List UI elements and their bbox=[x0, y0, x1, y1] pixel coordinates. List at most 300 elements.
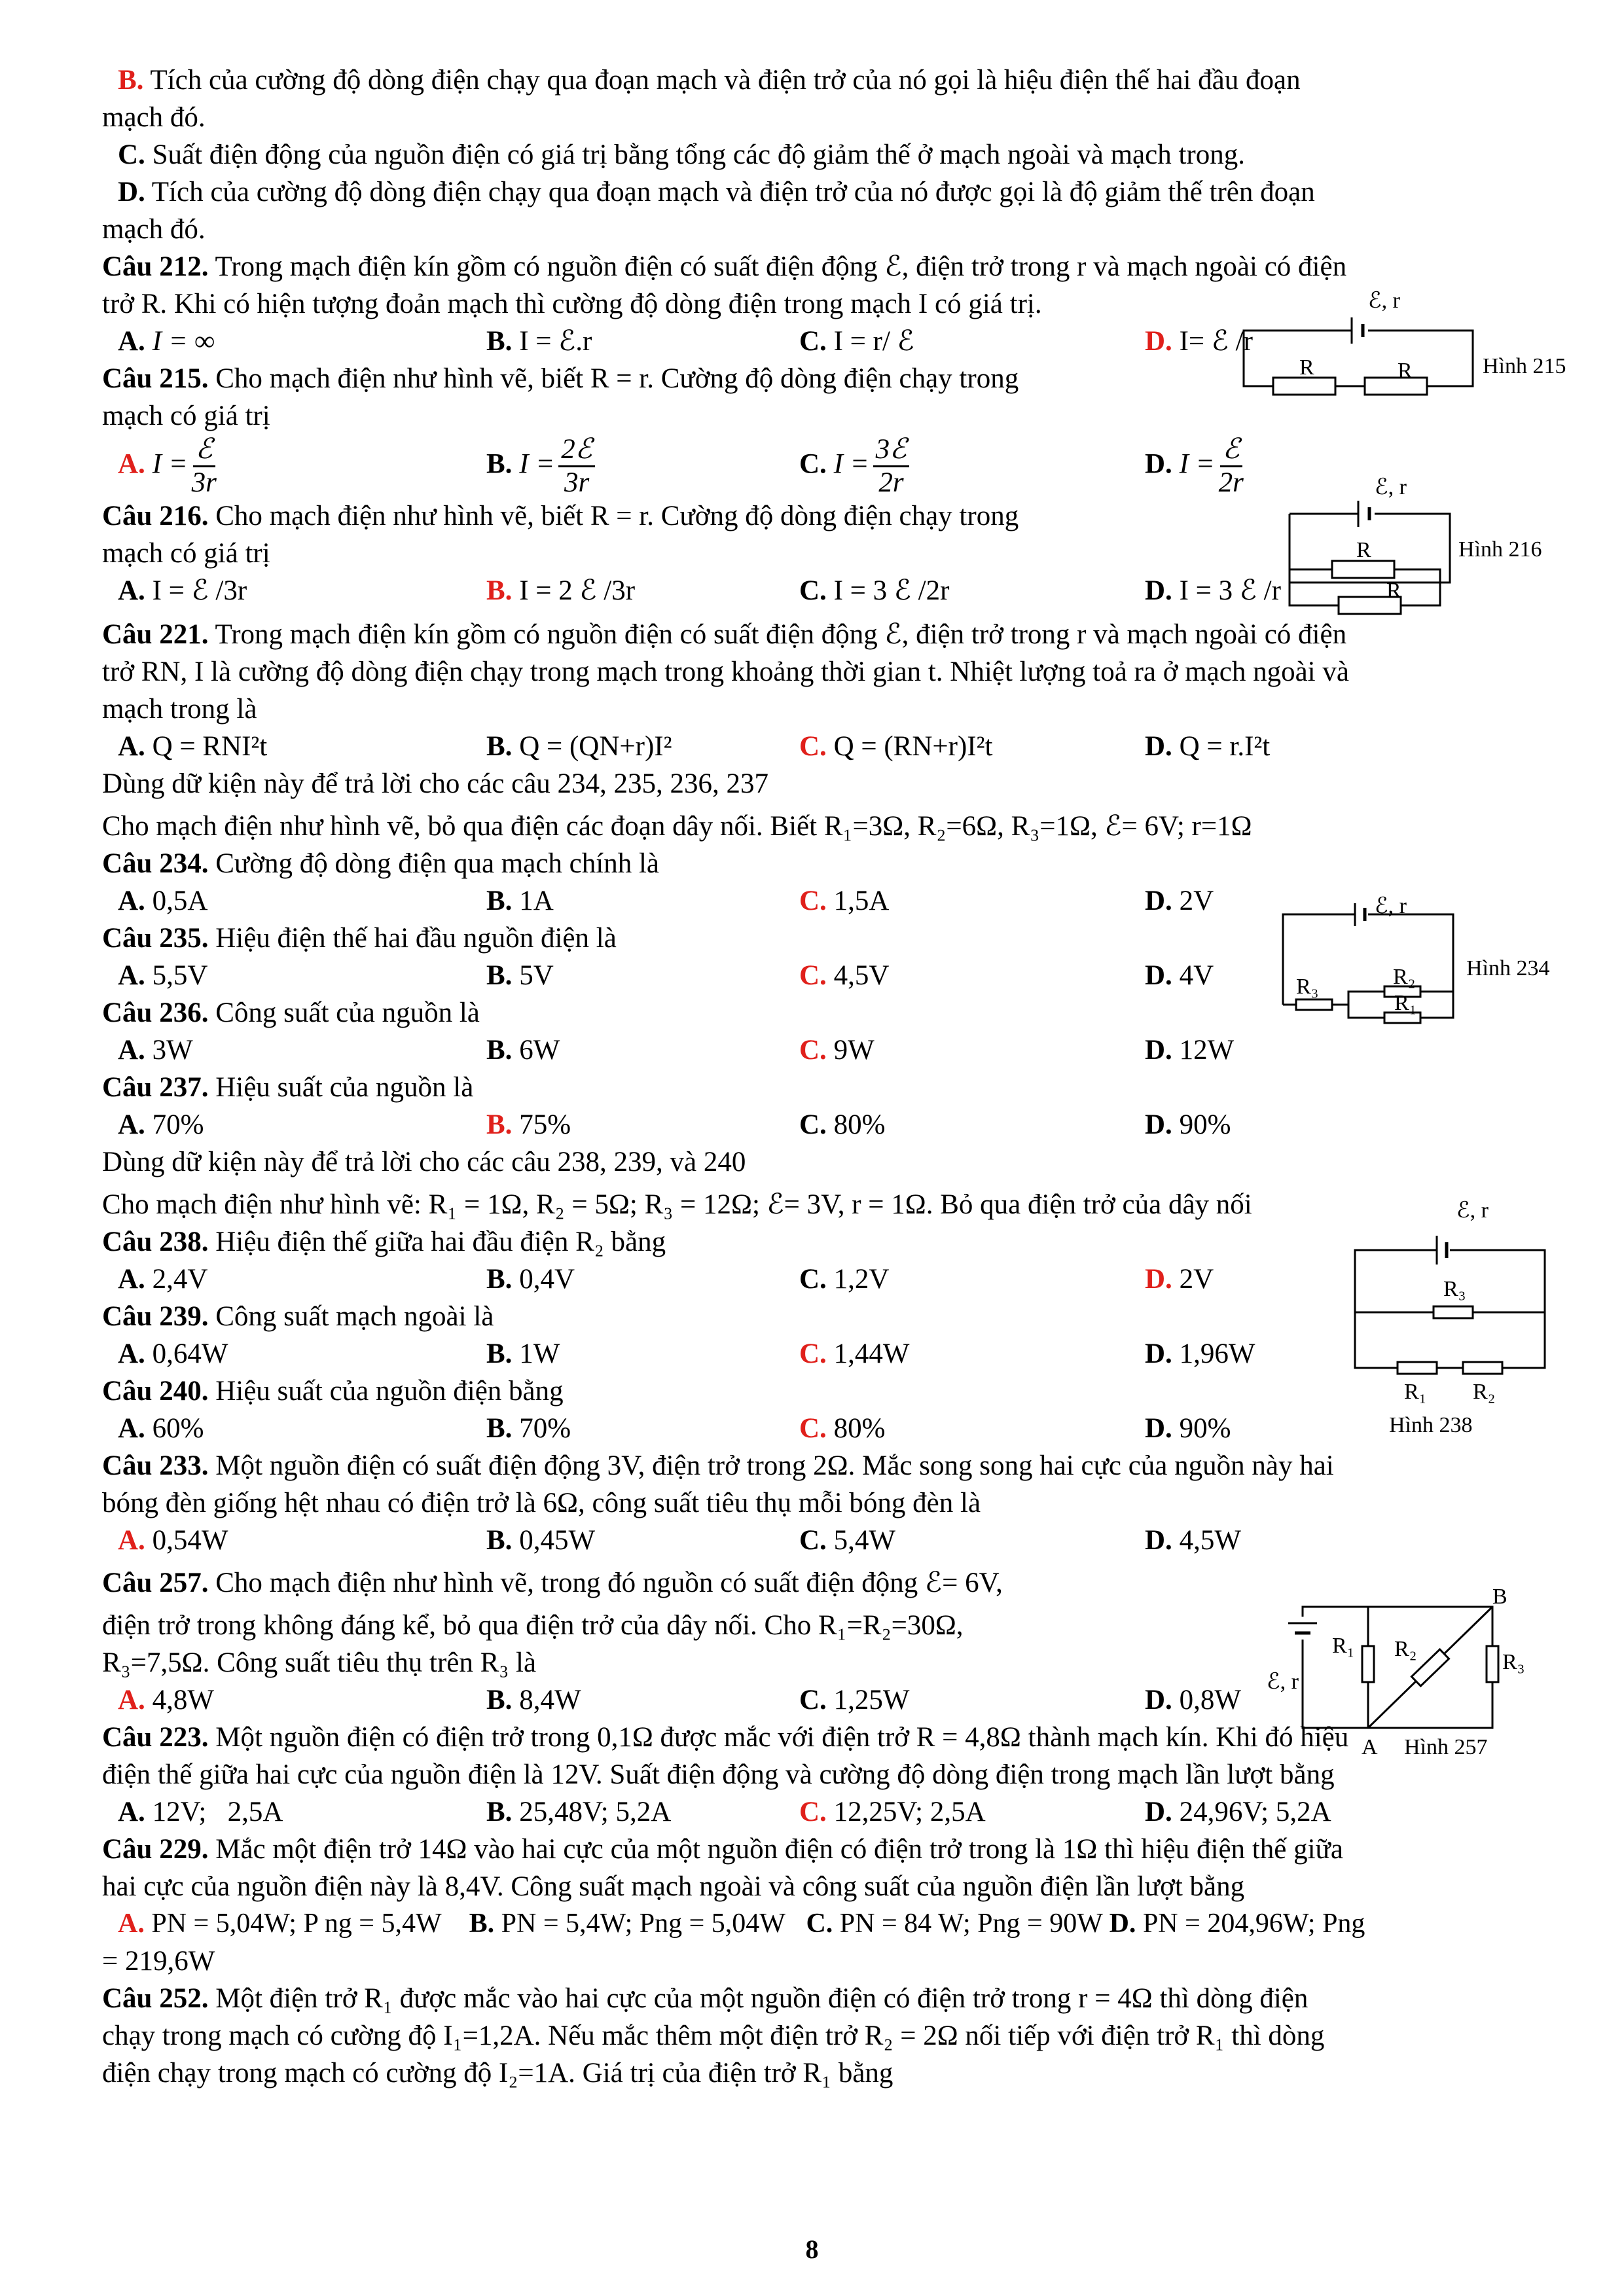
option-label: A. bbox=[118, 1797, 145, 1827]
option-label: D. bbox=[1145, 326, 1172, 357]
option-label: C. bbox=[799, 1525, 827, 1556]
option-label: C. bbox=[799, 1797, 827, 1827]
option-label: D. bbox=[1145, 1109, 1172, 1140]
option-label: D. bbox=[1145, 1035, 1172, 1066]
question-text-line bbox=[102, 691, 1562, 728]
wire bbox=[1244, 331, 1352, 340]
option-value: I = ℰ.r bbox=[512, 326, 592, 357]
page-number: 8 bbox=[805, 2234, 819, 2264]
question-257 bbox=[102, 1564, 1562, 1602]
question-number: Câu 233. bbox=[102, 1450, 209, 1481]
question-text: Cho mạch điện như hình vẽ, biết R = r. Cường độ dòng điện chạy trong bbox=[208, 363, 1019, 394]
source-label: ℰ, r bbox=[1456, 1198, 1489, 1223]
option-b bbox=[486, 1335, 799, 1372]
option-c bbox=[799, 434, 1145, 499]
option-value: 60% bbox=[145, 1413, 204, 1444]
option-label: A. bbox=[118, 1338, 145, 1369]
source-label: ℰ, r bbox=[1375, 894, 1407, 918]
resistor-r2 bbox=[1463, 1362, 1502, 1374]
fraction bbox=[192, 434, 217, 499]
option-value: 2V bbox=[1172, 1264, 1214, 1295]
question-text: điện chạy trong mạch có cường độ I₂=1A. Giá trị của điện trở R₁ bằng bbox=[102, 2058, 893, 2089]
question-number: Câu 237. bbox=[102, 1072, 209, 1103]
option-label: D. bbox=[1145, 1264, 1172, 1295]
option-label: C. bbox=[799, 1264, 827, 1295]
option-value: 12W bbox=[1172, 1035, 1235, 1066]
wire bbox=[1303, 1607, 1492, 1728]
option-c bbox=[799, 1681, 1145, 1719]
option-c bbox=[799, 1522, 1145, 1559]
source-label: ℰ, r bbox=[1267, 1670, 1299, 1694]
option-label: B. bbox=[118, 65, 144, 96]
intro-text: Dùng dữ kiện này để trả lời cho các câu 238, 239, và 240 bbox=[102, 1147, 746, 1177]
numerator: ℰ bbox=[193, 434, 215, 467]
denominator: 2r bbox=[1218, 467, 1244, 498]
option-d bbox=[1145, 882, 1214, 920]
option-value: 0,8W bbox=[1172, 1685, 1241, 1715]
option-c bbox=[799, 1106, 1145, 1143]
option-label: A. bbox=[118, 1109, 145, 1140]
numerator: 2ℰ bbox=[558, 434, 595, 467]
question-229 bbox=[102, 1831, 1562, 1868]
option-b bbox=[486, 434, 799, 499]
option-b bbox=[486, 957, 799, 994]
option-b bbox=[486, 1522, 799, 1559]
option-label: B. bbox=[486, 326, 513, 357]
question-text: R₃=7,5Ω. Công suất tiêu thụ trên R₃ là bbox=[102, 1647, 537, 1678]
option-value: 1W bbox=[512, 1338, 560, 1369]
option-label: C. bbox=[799, 960, 827, 991]
wire bbox=[1283, 914, 1355, 1005]
node-label: B bbox=[1492, 1585, 1507, 1609]
resistor-label: R bbox=[1299, 355, 1314, 380]
option-a bbox=[118, 882, 486, 920]
question-text: trở R. Khi có hiện tượng đoản mạch thì cường độ dòng điện trong mạch I có giá trị. bbox=[102, 289, 1042, 319]
fraction bbox=[1219, 434, 1244, 499]
option-a bbox=[118, 1909, 442, 1939]
option-d bbox=[1145, 1106, 1231, 1143]
option-c bbox=[799, 1793, 1145, 1831]
option-value: 4,8W bbox=[145, 1685, 214, 1715]
option-value: 70% bbox=[512, 1413, 571, 1444]
option-c bbox=[799, 1261, 1145, 1298]
resistor-r1 bbox=[1398, 1362, 1437, 1374]
source-label: ℰ, r bbox=[1375, 475, 1407, 499]
option-c bbox=[799, 728, 1145, 765]
option-value: 6W bbox=[512, 1035, 560, 1066]
option-label: D. bbox=[1145, 575, 1172, 606]
option-value: 80% bbox=[826, 1109, 886, 1140]
option-b bbox=[486, 1031, 799, 1069]
option-value: 1,5A bbox=[826, 886, 890, 916]
option-d bbox=[1145, 1261, 1214, 1298]
formula-lhs: I = bbox=[152, 448, 188, 479]
option-value: I = 2 ℰ /3r bbox=[512, 575, 636, 606]
option-b bbox=[486, 323, 799, 360]
option-value: I = ∞ bbox=[152, 326, 215, 357]
option-label: B. bbox=[486, 1525, 513, 1556]
option-d bbox=[1145, 572, 1281, 609]
option-value: PN = 5,4W; Png = 5,04W bbox=[494, 1909, 785, 1939]
fraction bbox=[873, 434, 910, 499]
circuit-wires bbox=[1244, 317, 1473, 386]
option-value: 1,44W bbox=[826, 1338, 910, 1369]
question-number: Câu 234. bbox=[102, 848, 209, 879]
option-value: I = r/ ℰ bbox=[826, 326, 914, 357]
option-line bbox=[102, 99, 1562, 136]
option-text: Tích của cường độ dòng điện chạy qua đoạn mạch và điện trở của nó gọi là hiệu điện thế hai đầu đoạn bbox=[143, 65, 1301, 96]
option-b bbox=[486, 1793, 799, 1831]
resistor-label: R₂ bbox=[1393, 965, 1416, 989]
question-212 bbox=[102, 248, 1562, 285]
option-d bbox=[1145, 1681, 1241, 1719]
resistor-label: R₃ bbox=[1502, 1650, 1525, 1674]
question-text: chạy trong mạch có cường độ I₁=1,2A. Nếu mắc thêm một điện trở R₂ = 2Ω nối tiếp với điện trở R₁ thì dòng bbox=[102, 2020, 1325, 2051]
denominator: 2r bbox=[878, 467, 904, 498]
option-label: D. bbox=[1145, 960, 1172, 991]
circuit-wires bbox=[1288, 1607, 1492, 1728]
question-number: Câu 229. bbox=[102, 1834, 209, 1865]
option-a bbox=[118, 1031, 486, 1069]
option-value: 9W bbox=[826, 1035, 875, 1066]
numerator: ℰ bbox=[1220, 434, 1242, 467]
question-number: Câu 223. bbox=[102, 1722, 209, 1753]
option-label: B. bbox=[486, 575, 513, 606]
option-d bbox=[1145, 728, 1270, 765]
option-label: A. bbox=[118, 960, 145, 991]
option-label: D. bbox=[1145, 731, 1172, 762]
question-text: Hiệu điện thế hai đầu nguồn điện là bbox=[208, 923, 617, 954]
option-value: 4,5V bbox=[826, 960, 890, 991]
option-label: D. bbox=[1145, 448, 1172, 479]
question-text: Cho mạch điện như hình vẽ, biết R = r. Cường độ dòng điện chạy trong bbox=[208, 501, 1019, 531]
option-value: 2V bbox=[1172, 886, 1214, 916]
option-value: 5V bbox=[512, 960, 554, 991]
option-label: A. bbox=[118, 326, 145, 357]
option-label: B. bbox=[469, 1909, 495, 1939]
option-value: PN = 204,96W; Png bbox=[1136, 1909, 1365, 1939]
option-label: C. bbox=[799, 326, 827, 357]
question-number: Câu 215. bbox=[102, 363, 209, 394]
option-label: C. bbox=[799, 731, 827, 762]
formula-lhs: I = bbox=[833, 448, 869, 479]
option-value: I = 3 ℰ /2r bbox=[826, 575, 950, 606]
option-c bbox=[799, 1410, 1145, 1447]
question-number: Câu 240. bbox=[102, 1376, 209, 1407]
option-a bbox=[118, 572, 486, 609]
intro-text: Dùng dữ kiện này để trả lời cho các câu 234, 235, 236, 237 bbox=[102, 768, 769, 799]
option-line bbox=[102, 62, 1562, 99]
option-a bbox=[118, 1106, 486, 1143]
option-label: B. bbox=[486, 1035, 513, 1066]
option-value: 1A bbox=[512, 886, 554, 916]
resistor-label: R₃ bbox=[1443, 1277, 1466, 1301]
question-number: Câu 216. bbox=[102, 501, 209, 531]
question-text: Một nguồn điện có điện trở trong 0,1Ω được mắc với điện trở R = 4,8Ω thành mạch kín. Khi đó hiệu bbox=[208, 1722, 1349, 1753]
option-value: 5,5V bbox=[145, 960, 208, 991]
option-label: B. bbox=[486, 1685, 513, 1715]
option-value: 0,5A bbox=[145, 886, 208, 916]
denominator: 3r bbox=[191, 467, 217, 498]
question-text: Một nguồn điện có suất điện động 3V, điện trở trong 2Ω. Mắc song song hai cực của nguồn này hai bbox=[208, 1450, 1334, 1481]
resistor-label: R₂ bbox=[1473, 1380, 1496, 1404]
circuit-diagram-238 bbox=[1342, 1191, 1591, 1453]
question-number: Câu 236. bbox=[102, 997, 209, 1028]
option-value: 1,2V bbox=[826, 1264, 890, 1295]
option-label: A. bbox=[118, 1264, 145, 1295]
option-label: D. bbox=[1145, 1338, 1172, 1369]
option-label: C. bbox=[799, 1338, 827, 1369]
option-value: 4V bbox=[1172, 960, 1214, 991]
option-value: 1,25W bbox=[826, 1685, 910, 1715]
resistor-label: R₁ bbox=[1332, 1634, 1355, 1658]
question-text-line bbox=[102, 1756, 1562, 1793]
question-252 bbox=[102, 1980, 1562, 2017]
option-label: C. bbox=[799, 886, 827, 916]
answer-options bbox=[102, 728, 1562, 765]
option-label: A. bbox=[118, 1525, 145, 1556]
option-line bbox=[102, 211, 1562, 248]
option-d bbox=[1145, 1522, 1241, 1559]
question-text: mạch có giá trị bbox=[102, 401, 270, 431]
question-number: Câu 235. bbox=[102, 923, 209, 954]
resistor-label: R bbox=[1386, 579, 1401, 603]
option-value: 8,4W bbox=[512, 1685, 581, 1715]
figure-caption: Hình 238 bbox=[1389, 1413, 1473, 1437]
option-label: D. bbox=[1109, 1909, 1136, 1939]
option-b bbox=[486, 1410, 799, 1447]
figure-caption: Hình 216 bbox=[1458, 537, 1542, 562]
option-label: A. bbox=[118, 1035, 145, 1066]
option-label: D. bbox=[1145, 1685, 1172, 1715]
option-c bbox=[799, 957, 1145, 994]
option-d bbox=[1145, 434, 1248, 499]
option-text: mạch đó. bbox=[102, 102, 206, 133]
circuit-diagram-257 bbox=[1237, 1585, 1551, 1761]
option-d bbox=[1145, 1335, 1255, 1372]
circuit-wires bbox=[1355, 1236, 1545, 1368]
option-label: B. bbox=[486, 1264, 513, 1295]
resistor-r2 bbox=[1411, 1649, 1449, 1686]
option-label: B. bbox=[486, 1797, 513, 1827]
formula-lhs: I = bbox=[519, 448, 555, 479]
intro-text: Cho mạch điện như hình vẽ, bỏ qua điện các đoạn dây nối. Biết R₁=3Ω, R₂=6Ω, R₃=1Ω, ℰ= 6V; r=1Ω bbox=[102, 811, 1252, 842]
option-a bbox=[118, 1261, 486, 1298]
resistor-r3 bbox=[1434, 1306, 1473, 1318]
question-text: Công suất mạch ngoài là bbox=[208, 1301, 494, 1332]
option-a bbox=[118, 1793, 486, 1831]
option-label: C. bbox=[799, 1685, 827, 1715]
resistor-r3 bbox=[1296, 999, 1332, 1010]
option-value: I = 3 ℰ /r bbox=[1172, 575, 1281, 606]
option-label: C. bbox=[799, 1109, 827, 1140]
resistor-label: R bbox=[1356, 538, 1371, 562]
option-label: C. bbox=[799, 448, 827, 479]
option-a bbox=[118, 434, 486, 499]
option-value: I = ℰ /3r bbox=[145, 575, 247, 606]
option-label: B. bbox=[486, 886, 513, 916]
option-label: B. bbox=[486, 731, 513, 762]
option-a bbox=[118, 1335, 486, 1372]
option-b bbox=[486, 1681, 799, 1719]
option-value: 24,96V; 5,2A bbox=[1172, 1797, 1331, 1827]
option-label: D. bbox=[1145, 1797, 1172, 1827]
option-c bbox=[799, 882, 1145, 920]
option-continuation bbox=[102, 1943, 1562, 1980]
option-a bbox=[118, 323, 486, 360]
option-label: B. bbox=[486, 960, 513, 991]
option-label: A. bbox=[118, 886, 145, 916]
option-value: Q = r.I²t bbox=[1172, 731, 1271, 762]
option-c bbox=[806, 1909, 1102, 1939]
option-value: 0,4V bbox=[512, 1264, 575, 1295]
intro-text: Cho mạch điện như hình vẽ: R₁ = 1Ω, R₂ = 5Ω; R₃ = 12Ω; ℰ= 3V, r = 1Ω. Bỏ qua điện trở của dây nối bbox=[102, 1189, 1252, 1220]
option-c bbox=[799, 572, 1145, 609]
option-b bbox=[486, 1261, 799, 1298]
option-value: Q = (QN+r)I² bbox=[512, 731, 672, 762]
question-text-line bbox=[102, 2017, 1562, 2054]
resistor-label: R₁ bbox=[1404, 1380, 1427, 1404]
fraction bbox=[558, 434, 595, 499]
option-value: Q = RNI²t bbox=[145, 731, 268, 762]
group-intro bbox=[102, 1143, 1562, 1181]
question-text: Hiệu suất của nguồn là bbox=[208, 1072, 474, 1103]
option-label: A. bbox=[118, 448, 145, 479]
option-label: C. bbox=[799, 1413, 827, 1444]
option-value: 1,96W bbox=[1172, 1338, 1255, 1369]
option-value: 90% bbox=[1172, 1109, 1231, 1140]
option-value: PN = 5,04W; P ng = 5,4W bbox=[144, 1909, 442, 1939]
option-label: D. bbox=[1145, 1413, 1172, 1444]
option-b bbox=[486, 728, 799, 765]
option-value: 70% bbox=[145, 1109, 204, 1140]
option-value: 2,4V bbox=[145, 1264, 208, 1295]
option-text: Tích của cường độ dòng điện chạy qua đoạn mạch và điện trở của nó được gọi là độ giảm thế trên đoạn bbox=[145, 177, 1315, 207]
option-label: B. bbox=[486, 1413, 513, 1444]
figure-caption: Hình 234 bbox=[1466, 956, 1550, 980]
question-number: Câu 239. bbox=[102, 1301, 209, 1332]
option-b bbox=[486, 1106, 799, 1143]
question-text: hai cực của nguồn điện này là 8,4V. Công suất mạch ngoài và công suất của nguồn điện lần lượt bằng bbox=[102, 1871, 1245, 1902]
question-234 bbox=[102, 845, 1562, 882]
question-text: Hiệu điện thế giữa hai đầu điện R₂ bằng bbox=[208, 1227, 666, 1257]
option-value: 75% bbox=[512, 1109, 571, 1140]
question-number: Câu 221. bbox=[102, 619, 209, 650]
question-text: điện thế giữa hai cực của nguồn điện là 12V. Suất điện động và cường độ dòng điện trong mạch lần lượt bằng bbox=[102, 1759, 1335, 1790]
resistor-label: R₂ bbox=[1394, 1637, 1417, 1661]
option-value: 4,5W bbox=[1172, 1525, 1241, 1556]
option-label: D. bbox=[1145, 1525, 1172, 1556]
option-a bbox=[118, 957, 486, 994]
option-a bbox=[118, 728, 486, 765]
option-value: 90% bbox=[1172, 1413, 1231, 1444]
figure-caption: Hình 257 bbox=[1404, 1735, 1488, 1759]
option-c bbox=[799, 1335, 1145, 1372]
resistor-r1 bbox=[1273, 378, 1335, 395]
question-number: Câu 252. bbox=[102, 1983, 209, 2014]
question-text: Hiệu suất của nguồn điện bằng bbox=[208, 1376, 564, 1407]
option-label: A. bbox=[118, 1685, 145, 1715]
question-text: Mắc một điện trở 14Ω vào hai cực của một nguồn điện có điện trở trong là 1Ω thì hiệu điện thế giữa bbox=[208, 1834, 1343, 1865]
formula-lhs: I = bbox=[1179, 448, 1215, 479]
option-label: B. bbox=[486, 1338, 513, 1369]
option-label: A. bbox=[118, 731, 145, 762]
option-text: Suất điện động của nguồn điện có giá trị bằng tổng các độ giảm thế ở mạch ngoài và mạch trong. bbox=[145, 139, 1245, 170]
resistor-label: R₁ bbox=[1394, 991, 1417, 1015]
answer-options bbox=[102, 1905, 1562, 1943]
option-value: 0,64W bbox=[145, 1338, 228, 1369]
option-value: 12,25V; 2,5A bbox=[826, 1797, 986, 1827]
option-value: = 219,6W bbox=[102, 1946, 215, 1977]
option-a bbox=[118, 1681, 486, 1719]
question-text: điện trở trong không đáng kể, bỏ qua điện trở của dây nối. Cho R₁=R₂=30Ω, bbox=[102, 1610, 964, 1641]
option-a bbox=[118, 1522, 486, 1559]
resistor-r3 bbox=[1487, 1646, 1498, 1682]
option-value: PN = 84 W; Png = 90W bbox=[833, 1909, 1103, 1939]
option-label: C. bbox=[806, 1909, 833, 1939]
option-c bbox=[799, 1031, 1145, 1069]
resistor-label: R₃ bbox=[1296, 975, 1319, 999]
resistor-r1 bbox=[1332, 561, 1394, 578]
question-text: mạch có giá trị bbox=[102, 538, 270, 569]
option-d bbox=[1145, 1410, 1231, 1447]
option-value: Q = (RN+r)I²t bbox=[826, 731, 993, 762]
resistor-r1 bbox=[1362, 1646, 1374, 1682]
option-value: 25,48V; 5,2A bbox=[512, 1797, 672, 1827]
question-text-line bbox=[102, 653, 1562, 691]
circuit-diagram-215 bbox=[1237, 288, 1578, 406]
option-value: 3W bbox=[145, 1035, 193, 1066]
numerator: 3ℰ bbox=[873, 434, 910, 467]
circuit-diagram-234 bbox=[1276, 894, 1578, 1057]
option-value: 5,4W bbox=[826, 1525, 895, 1556]
question-number: Câu 238. bbox=[102, 1227, 209, 1257]
question-number: Câu 257. bbox=[102, 1568, 209, 1598]
option-b bbox=[486, 572, 799, 609]
option-label: D. bbox=[118, 177, 145, 207]
option-value: 80% bbox=[826, 1413, 886, 1444]
option-b bbox=[469, 1909, 785, 1939]
option-text: mạch đó. bbox=[102, 214, 206, 245]
question-number: Câu 212. bbox=[102, 251, 209, 282]
answer-options bbox=[102, 1793, 1562, 1831]
node-label: A bbox=[1362, 1735, 1378, 1759]
option-value: 0,54W bbox=[145, 1525, 228, 1556]
option-d bbox=[1110, 1909, 1365, 1939]
option-label: B. bbox=[486, 448, 513, 479]
option-d bbox=[1145, 1793, 1331, 1831]
option-label: C. bbox=[799, 1035, 827, 1066]
option-value: I= ℰ /r bbox=[1172, 326, 1253, 357]
answer-options bbox=[102, 1106, 1562, 1143]
denominator: 3r bbox=[564, 467, 590, 498]
question-text-line bbox=[102, 2054, 1562, 2092]
option-label: A. bbox=[118, 1909, 145, 1939]
figure-caption: Hình 215 bbox=[1483, 354, 1566, 378]
question-237 bbox=[102, 1069, 1562, 1106]
circuit-diagram-216 bbox=[1276, 475, 1584, 632]
option-a bbox=[118, 1410, 486, 1447]
question-text: Trong mạch điện kín gồm có nguồn điện có suất điện động ℰ, điện trở trong r và mạch ngoài có điện bbox=[208, 251, 1347, 282]
option-label: C. bbox=[118, 139, 145, 170]
option-d bbox=[1145, 1031, 1234, 1069]
option-value: 12V; 2,5A bbox=[145, 1797, 283, 1827]
question-text: Một điện trở R₁ được mắc vào hai cực của một nguồn điện có điện trở trong r = 4Ω thì dòng điện bbox=[208, 1983, 1308, 2014]
option-line bbox=[102, 173, 1562, 211]
question-text: Trong mạch điện kín gồm có nguồn điện có suất điện động ℰ, điện trở trong r và mạch ngoài có điện bbox=[208, 619, 1347, 650]
option-b bbox=[486, 882, 799, 920]
question-text: mạch trong là bbox=[102, 694, 257, 725]
